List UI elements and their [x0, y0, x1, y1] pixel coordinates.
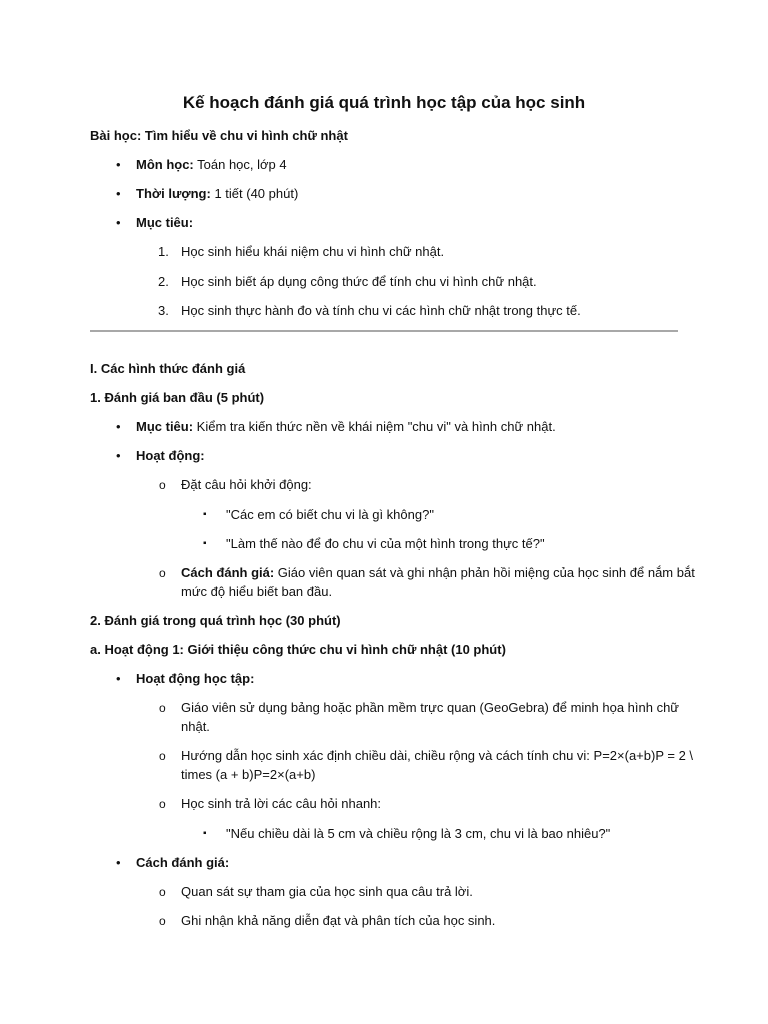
warmup-question: "Các em có biết chu vi là gì không?" — [226, 507, 434, 522]
objective-text: Học sinh hiểu khái niệm chu vi hình chữ nhật. — [181, 244, 445, 259]
initial-eval-continued: mức độ hiểu biết ban đầu. — [181, 584, 333, 599]
bullet-disc: • — [116, 215, 121, 230]
horizontal-divider — [90, 330, 678, 332]
info-goals-label: Mục tiêu: — [136, 215, 194, 230]
bullet-circle: o — [159, 566, 166, 580]
warmup-question: "Làm thế nào để đo chu vi của một hình trong thực tế?" — [226, 536, 545, 551]
info-duration-value: 1 tiết (40 phút) — [210, 186, 299, 201]
initial-goal — [136, 418, 556, 436]
objective-text: Học sinh biết áp dụng công thức để tính chu vi hình chữ nhật. — [181, 274, 537, 289]
quick-question: "Nếu chiều dài là 5 cm và chiều rộng là 3 cm, chu vi là bao nhiêu?" — [226, 826, 611, 841]
bullet-disc: • — [116, 186, 121, 201]
info-goals — [136, 214, 193, 232]
warmup-question-intro: Đặt câu hỏi khởi động: — [181, 477, 312, 492]
document-title: Kế hoạch đánh giá quá trình học tập của học sinh — [182, 93, 586, 112]
eval-item: Quan sát sự tham gia của học sinh qua câu trả lời. — [181, 884, 473, 899]
lesson-label: Bài học: — [90, 128, 142, 143]
bullet-disc: • — [116, 419, 121, 434]
initial-eval — [181, 564, 695, 582]
objective-number: 1. — [158, 244, 169, 259]
bullet-disc: • — [116, 855, 121, 870]
info-subject — [136, 156, 287, 174]
bullet-disc: • — [116, 448, 121, 463]
bullet-circle: o — [159, 749, 166, 763]
activity-heading: a. Hoạt động 1: Giới thiệu công thức chu vi hình chữ nhật (10 phút) — [90, 642, 506, 657]
learning-item-continued: times (a + b)P=2×(a+b) — [181, 767, 316, 782]
bullet-square: ▪ — [203, 509, 207, 520]
bullet-square: ▪ — [203, 828, 207, 839]
initial-eval-label: Cách đánh giá: — [181, 565, 275, 580]
initial-eval-text: Giáo viên quan sát và ghi nhận phản hồi miệng của học sinh để nắm bắt — [274, 565, 695, 580]
learning-item-continued: nhật. — [181, 719, 210, 734]
subsection-heading: 1. Đánh giá ban đầu (5 phút) — [90, 390, 265, 405]
initial-activity-label: Hoạt động: — [136, 448, 205, 463]
activity-eval-label: Cách đánh giá: — [136, 855, 230, 870]
subsection-heading: 2. Đánh giá trong quá trình học (30 phút) — [90, 613, 341, 628]
bullet-circle: o — [159, 914, 166, 928]
bullet-circle: o — [159, 478, 166, 492]
lesson-line — [90, 127, 348, 145]
objective-number: 3. — [158, 303, 169, 318]
objective-number: 2. — [158, 274, 169, 289]
learning-item: Hướng dẫn học sinh xác định chiều dài, chiều rộng và cách tính chu vi: P=2×(a+b)P = 2 \ — [181, 748, 694, 763]
eval-item: Ghi nhận khả năng diễn đạt và phân tích của học sinh. — [181, 913, 496, 928]
info-duration — [136, 185, 298, 203]
learning-activity-label: Hoạt động học tập: — [136, 671, 255, 686]
info-duration-label: Thời lượng: — [136, 186, 211, 201]
info-subject-value: Toán học, lớp 4 — [193, 157, 287, 172]
bullet-disc: • — [116, 157, 121, 172]
objective-text: Học sinh thực hành đo và tính chu vi các hình chữ nhật trong thực tế. — [181, 303, 581, 318]
initial-goal-text: Kiểm tra kiến thức nền về khái niệm "chu vi" và hình chữ nhật. — [193, 419, 556, 434]
bullet-square: ▪ — [203, 538, 207, 549]
lesson-value: Tìm hiểu về chu vi hình chữ nhật — [144, 128, 348, 143]
bullet-circle: o — [159, 885, 166, 899]
info-subject-label: Môn học: — [136, 157, 194, 172]
learning-item: Học sinh trả lời các câu hỏi nhanh: — [181, 796, 382, 811]
bullet-circle: o — [159, 701, 166, 715]
bullet-disc: • — [116, 671, 121, 686]
initial-goal-label: Mục tiêu: — [136, 419, 194, 434]
learning-item: Giáo viên sử dụng bảng hoặc phần mềm trực quan (GeoGebra) để minh họa hình chữ — [181, 700, 680, 715]
bullet-circle: o — [159, 797, 166, 811]
section-heading: I. Các hình thức đánh giá — [90, 361, 246, 376]
